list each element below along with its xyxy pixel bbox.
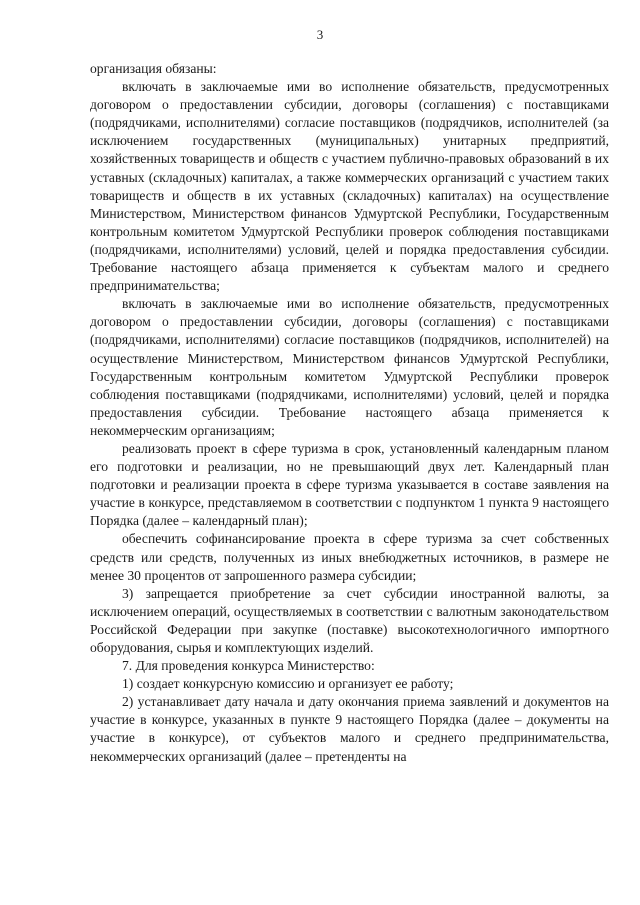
paragraph-6: 3) запрещается приобретение за счет субсидии иностранной валюты, за исключением операций, осуществляемых в соответствии с валютным законодательством Российской Федерации при закупке (поставке) высокотехнологичного импортного оборудования, сырья и комплектующих изделий.	[90, 585, 609, 655]
paragraph-7: 7. Для проведения конкурса Министерство:	[122, 658, 375, 674]
page-number: 3	[316, 27, 324, 42]
paragraph-5: обеспечить софинансирование проекта в сфере туризма за счет собственных средств или средств, полученных из иных внебюджетных источников, в размере не менее 30 процентов от запрошенного размера субсидии;	[90, 531, 609, 583]
paragraph-1: организация обязаны:	[90, 61, 217, 76]
paragraph-2: включать в заключаемые ими во исполнение обязательств, предусмотренных договором о предоставлении субсидии, договоры (соглашения) с поставщиками (подрядчиками, исполнителями) согласие поставщиков (подрядчиков, исполнителей (за исключением государственных (муниципальных) унитарных предприятий, хозяйственных товариществ и обществ с участием публично-правовых образований в их уставных (складочных) капиталах, а также коммерческих организаций с участием таких товариществ и обществ в их уставных (складочных) капиталах) на осуществление Министерством, Министерством финансов Удмуртской Республики, Государственным контрольным комитетом Удмуртской Республики проверок соблюдения поставщиками (подрядчиками, исполнителями) условий, целей и порядка предоставления субсидии. Требование настоящего абзаца применяется к субъектам малого и среднего предпринимательства;	[90, 79, 609, 294]
document-body	[90, 60, 609, 766]
paragraph-3: включать в заключаемые ими во исполнение обязательств, предусмотренных договором о предоставлении субсидии, договоры (соглашения) с поставщиками (подрядчиками, исполнителями) согласие поставщиков (подрядчиков, исполнителей) на осуществление Министерством, Министерством финансов Удмуртской Республики, Государственным контрольным комитетом Удмуртской Республики проверок соблюдения поставщиками (подрядчиками, исполнителями) условий, целей и порядка предоставления субсидии. Требование настоящего абзаца применяется к некоммерческим организациям;	[90, 296, 609, 438]
paragraph-8: 1) создает конкурсную комиссию и организует ее работу;	[122, 676, 454, 692]
paragraph-4: реализовать проект в сфере туризма в срок, установленный календарным планом его подготовки и реализации, но не превышающий двух лет. Календарный план подготовки и реализации проекта в сфере туризма указывается в составе заявления на участие в конкурсе, представляемом в соответствии с подпунктом 1 пункта 9 настоящего Порядка (далее – календарный план);	[90, 440, 609, 529]
paragraph-9: 2) устанавливает дату начала и дату окончания приема заявлений и документов на участие в конкурсе, указанных в пункте 9 настоящего Порядка (далее – документы на участие в конкурсе), от субъектов малого и среднего предпринимательства, некоммерческих организаций (далее – претенденты на	[90, 694, 609, 764]
